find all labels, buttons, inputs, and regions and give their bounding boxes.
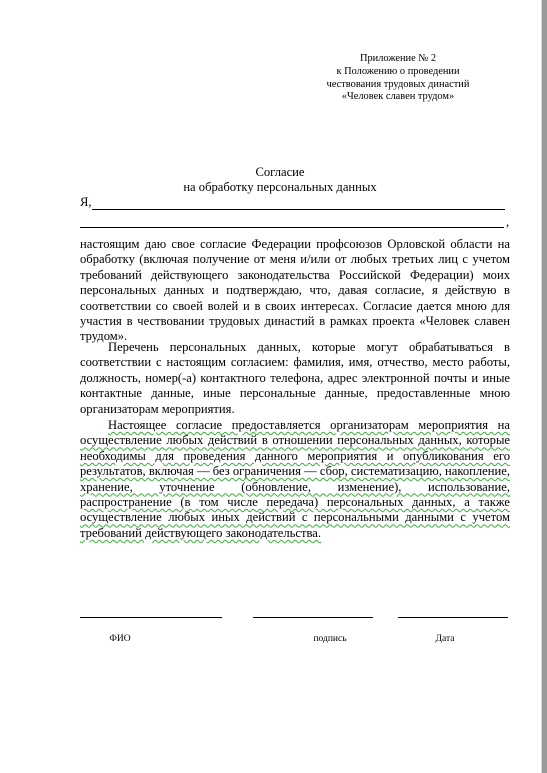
date-label: Дата — [435, 634, 455, 644]
name-blank-line — [92, 209, 505, 210]
appendix-line-3: чествования трудовых династий — [326, 78, 470, 90]
consent-paragraph-3-text: Настоящее согласие предоставляется организаторам мероприятия на осуществление любых действий в отношении персональных данных, которые необходимы для проведения данного мероприятия и опубликования его результатов, включая — без ограничения — сбор, систематизацию, накопление, хранение, уточнение (обновление, изменение), использование, распространение (в том числе передача) персональных данных, а также осуществление любых иных действий с персональными данными с учетом требований действующего законодательства. — [80, 418, 510, 540]
window-gutter — [542, 0, 547, 773]
date-signature-line — [398, 617, 508, 618]
podpis-signature-line — [253, 617, 373, 618]
appendix-header — [300, 53, 496, 104]
document-title: Согласие — [255, 165, 305, 179]
appendix-line-4: «Человек славен трудом» — [341, 91, 455, 103]
name-blank-line-2 — [80, 227, 504, 228]
fio-signature-line — [80, 617, 222, 618]
consent-paragraph-3 — [80, 418, 510, 541]
consent-paragraph-1: настоящим даю свое согласие Федерации профсоюзов Орловской области на обработку (включая получение от меня и/или от любых третьих лиц с учетом требований действующего законодательства Российской Федерации) моих персональных данных и подтверждаю, что, давая согласие, я действую в соответствии со своей волей и в своих интересах. Согласие дается мною для участия в чествовании трудовых династий в рамках проекта «Человек славен трудом». — [80, 237, 510, 344]
podpis-label: подпись — [313, 634, 347, 644]
name-field-row-2 — [80, 214, 512, 230]
document-subtitle: на обработку персональных данных — [183, 180, 377, 194]
fio-label: ФИО — [109, 634, 131, 644]
name-field-row — [80, 195, 505, 211]
appendix-line-2: к Положению о проведении — [336, 65, 460, 77]
consent-paragraph-2: Перечень персональных данных, которые могут обрабатываться в соответствии с настоящим согласием: фамилия, имя, отчество, место работы, должность, номер(-а) контактного телефона, адрес электронной почты и иные контактные данные, иные персональные данные, предоставленные мною организаторам мероприятия. — [80, 340, 510, 416]
comma-mark: , — [506, 215, 510, 229]
appendix-line-1: Приложение № 2 — [359, 53, 437, 64]
ya-label: Я, — [80, 195, 92, 209]
